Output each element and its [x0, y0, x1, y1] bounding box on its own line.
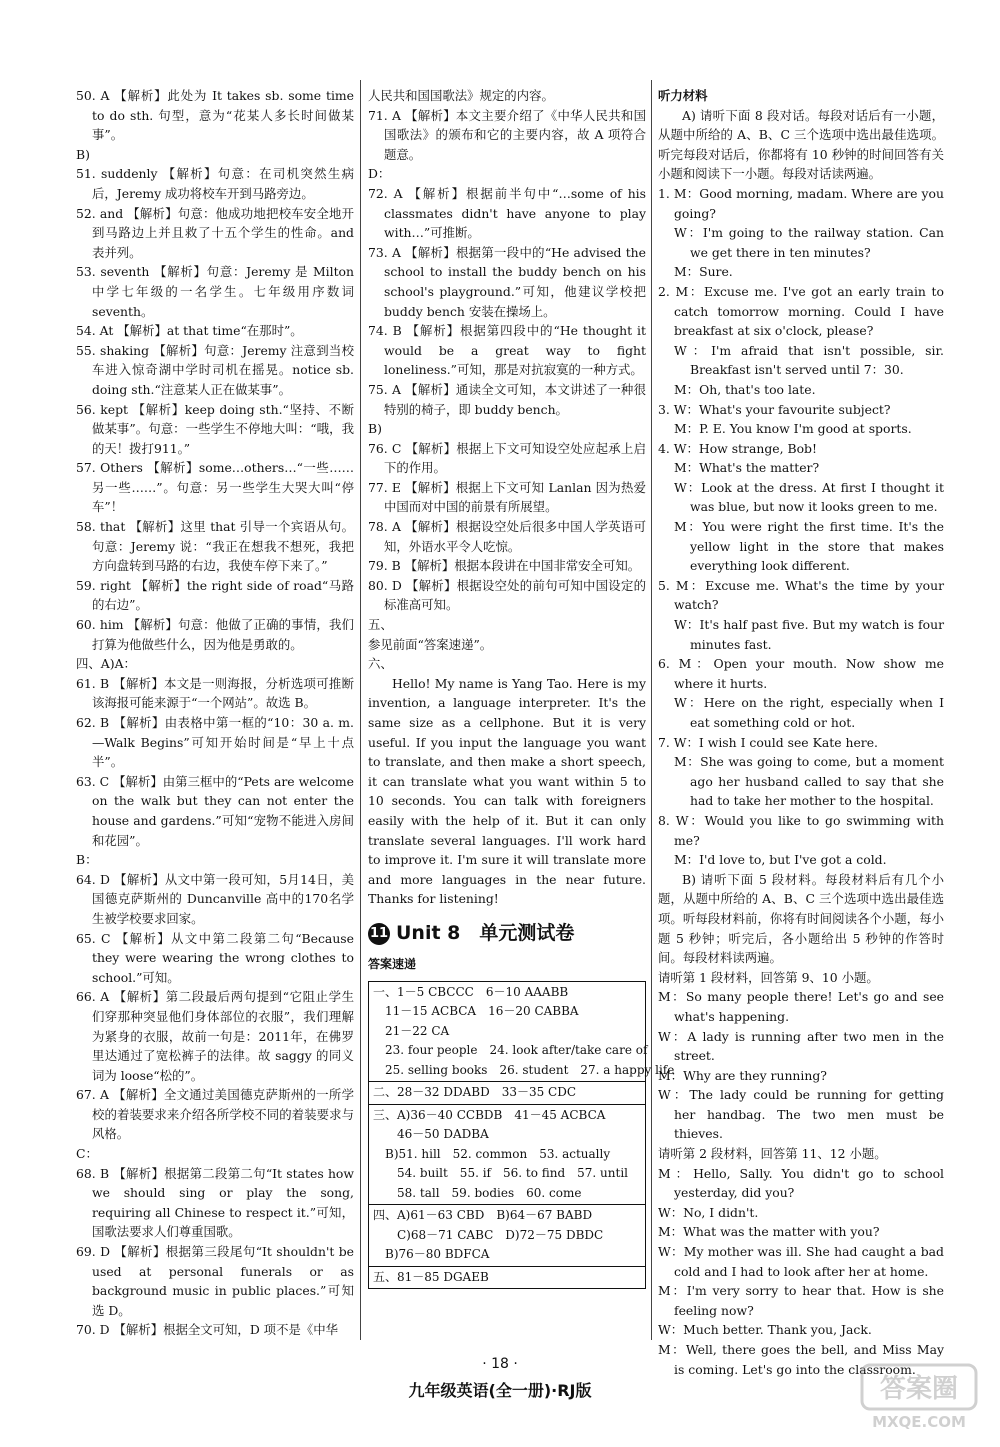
- listening-material-item: M：I'm very sorry to hear that. How is she feeling now?: [658, 1283, 944, 1318]
- answer-line: 一、1－5 CBCCC 6－10 AAABB: [373, 984, 569, 999]
- answer-line: C)68－71 CABC D)72－75 DBDC: [373, 1227, 604, 1242]
- middle-column-item: 74. B 【解析】根据第四段中的“He thought it would be a great way to fight loneliness.”可知，那是对抗寂寞的一种方式。: [368, 323, 646, 378]
- left-column-item: 52. and 【解析】句意：他成功地把校车安全地开到马路边上并且救了十五个学生的性命。and 表并列。: [76, 205, 354, 260]
- listening-material-item: M：I'd love to, but I've got a cold.: [674, 852, 887, 868]
- left-column-item: 60. him 【解析】句意：他做了正确的事情，我们打算为他做些什么，因为他是勇敢的。: [76, 617, 354, 652]
- answer-section: [369, 1204, 645, 1266]
- left-column-item: 67. A 【解析】全文通过美国德克萨斯州的一所学校的着装要求来介绍各所学校不同的着装要求与风格。: [76, 1087, 354, 1142]
- page-number: · 18 ·: [482, 1356, 518, 1372]
- watermark-text-cn: 答案圈: [879, 1374, 959, 1404]
- middle-column-item: 72. A 【解析】根据前半句中“…some of his classmates didn't have anyone to play with…”可推断。: [368, 185, 646, 241]
- answer-line: 四、A)61－63 CBD B)64－67 BABD: [373, 1208, 593, 1223]
- answer-section: [369, 1081, 645, 1104]
- left-column-item: 50. A 【解析】此处为 It takes sb. some time to do sth. 句型，意为“花某人多长时间做某事”。: [76, 88, 354, 143]
- answer-line: 五、81－85 DGAEB: [373, 1269, 489, 1284]
- listening-material-item: M：Oh, that's too late.: [674, 381, 816, 397]
- left-column-item: 61. B 【解析】本文是一则海报，分析选项可推断该海报可能来源于“一个网站”。故选 B。: [76, 675, 354, 711]
- middle-column-explanations: [368, 86, 646, 909]
- left-column-item: 56. kept 【解析】keep doing sth.“坚持、不断做某事”。句意：一些学生不停地大叫：“哦，我的天！拨打911。”: [76, 401, 354, 456]
- listening-material-item: B) 请听下面 5 段材料。每段材料后有几个小题，从题中所给的 A、B、C 三个选项中选出最佳选项。听每段材料前，你将有时间阅读各个小题，每小题 5 秒钟；听完后，各小题给出 5 秒钟的作答时间。每段材料读两遍。: [658, 871, 944, 966]
- answer-line: 21－22 CA: [373, 1023, 450, 1038]
- listening-material-item: 5. M：Excuse me. What's the time by your watch?: [658, 577, 944, 613]
- answer-section: [369, 1104, 645, 1205]
- listening-material-item: 6. M：Open your mouth. Now show me where it hurts.: [658, 656, 944, 691]
- listening-material-item: 4. W：How strange, Bob!: [658, 440, 817, 456]
- middle-column-item: B): [368, 421, 382, 437]
- left-column-item: B): [76, 146, 90, 162]
- left-column-item: 69. D 【解析】根据第三段尾句“It shouldn't be used at personal funerals or as background music in public places.”可知选 D。: [76, 1244, 354, 1318]
- answer-line: 23. four people 24. look after/take care of: [373, 1043, 648, 1058]
- middle-column-item: 78. A 【解析】根据设空处后很多中国人学英语可知，外语水平令人吃惊。: [368, 519, 646, 554]
- left-column-item: B：: [76, 852, 98, 868]
- answer-line: 11－15 ACBCA 16－20 CABBA: [373, 1004, 579, 1019]
- middle-column-item: 人民共和国国歌法》规定的内容。: [368, 88, 554, 103]
- middle-column-item: 参见前面“答案速递”。: [368, 636, 493, 652]
- left-column-item: 四、A)A：: [76, 656, 136, 672]
- middle-column-item: 79. B 【解析】根据本段讲在中国非常安全可知。: [368, 558, 641, 574]
- answer-line: B)76－80 BDFCA: [373, 1247, 490, 1262]
- listening-material-item: M：Why are they running?: [658, 1067, 827, 1083]
- answer-line: B)51. hill 52. common 53. actually: [373, 1146, 611, 1161]
- watermark-text-url: MXQE.COM: [872, 1413, 966, 1431]
- answer-line: 二、28－32 DDABD 33－35 CDC: [373, 1085, 577, 1100]
- answer-line: 三、A)36－40 CCBDB 41－45 ACBCA: [373, 1107, 606, 1122]
- middle-column-item: 76. C 【解析】根据上下文可知设空处应起承上启下的作用。: [368, 440, 646, 476]
- listening-material-item: M：Well, there goes the bell, and Miss May is coming. Let's go into the classroom.: [658, 1342, 944, 1377]
- left-column-item: 58. that 【解析】这里 that 引导一个宾语从句。句意：Jeremy 说：“我正在想我不想死，我把方向盘转到马路的右边，我使车停下来了。”: [76, 519, 354, 574]
- listening-material-item: M：What's the matter?: [674, 460, 820, 476]
- listening-material-item: 听力材料: [658, 88, 708, 103]
- answer-section: [369, 982, 675, 1082]
- listening-material-item: W：Here on the right, especially when I eat something cold or hot.: [674, 695, 944, 730]
- listening-material-item: W：Look at the dress. At first I thought it was blue, but now it looks green to me.: [674, 479, 944, 515]
- left-column-item: 51. suddenly 【解析】句意：在司机突然生病后，Jeremy 成功将校车开到马路旁边。: [76, 166, 354, 201]
- listening-material-item: W：A lady is running after two men in the street.: [658, 1028, 944, 1064]
- listening-material-item: M：P. E. You know I'm good at sports.: [674, 421, 912, 437]
- listening-material-item: M：So many people there! Let's go and see what's happening.: [658, 989, 944, 1024]
- listening-material-item: W：No, I didn't.: [658, 1204, 759, 1220]
- left-column: [76, 86, 354, 1340]
- right-column: [658, 86, 944, 1379]
- left-column-item: 53. seventh 【解析】句意：Jeremy 是 Milton 中学七年级的一名学生。七年级用序数词 seventh。: [76, 264, 354, 319]
- listening-material-item: 7. W：I wish I could see Kate here.: [658, 734, 878, 750]
- listening-material-item: M：Hello, Sally. You didn't go to school yesterday, did you?: [658, 1165, 944, 1201]
- listening-material-item: 3. W：What's your favourite subject?: [658, 401, 891, 417]
- listening-material-item: 2. M：Excuse me. I've got an early train to catch tomorrow morning. Could I have breakfast at six o'clock, please?: [658, 283, 944, 339]
- answer-key-box: [368, 981, 675, 1290]
- answer-line: 46－50 DADBA: [373, 1127, 489, 1142]
- listening-material-item: W：Much better. Thank you, Jack.: [658, 1322, 872, 1338]
- listening-material-item: W：My mother was ill. She had caught a bad cold and I had to look after her at home.: [658, 1244, 944, 1279]
- listening-material-item: 8. W：Would you like to go swimming with me?: [658, 812, 944, 848]
- answer-section: [369, 1266, 645, 1289]
- middle-column-item: Hello! My name is Yang Tao. Here is my invention, a language interpreter. It's the same size as a cellphone. But it is very useful. If you input the language you want to translate, and then make a short speech, it can translate what you want within 5 to 10 seconds. You can talk with foreigners easily with the help of it. But it can only translate several languages. I'll work hard to improve it. I'm sure it will translate more and more languages in the near future. Thanks for listening!: [368, 675, 646, 907]
- left-column-item: 57. Others 【解析】some…others…“一些……另一些……”。句意：另一些学生大哭大叫“停车”！: [76, 460, 354, 515]
- unit-title: Unit 8 单元测试卷: [396, 922, 575, 945]
- left-column-item: 54. At 【解析】at that time“在那时”。: [76, 323, 303, 339]
- listening-material-item: W：I'm afraid that isn't possible, sir. Breakfast isn't served until 7：30.: [674, 342, 944, 378]
- left-column-item: 64. D 【解析】从文中第一段可知，5月14日，美国德克萨斯州的 Duncanville 高中的170名学生被学校要求回家。: [76, 871, 354, 926]
- left-column-item: 62. B 【解析】由表格中第一框的“10：30 a. m. —Walk Begins”可知开始时间是“早上十点半”。: [76, 715, 354, 770]
- middle-column-item: 75. A 【解析】通读全文可知，本文讲述了一种很特别的椅子，即 buddy bench。: [368, 381, 646, 417]
- book-title: 九年级英语(全一册)·RJ版: [408, 1381, 592, 1400]
- middle-column-item: 73. A 【解析】根据第一段中的“He advised the school to install the buddy bench on his school's playground.”可知，他建议学校把 buddy bench 安装在操场上。: [368, 244, 646, 319]
- column-divider-left: [360, 80, 361, 1340]
- left-column-item: C：: [76, 1146, 98, 1162]
- listening-material-item: 请听第 1 段材料，回答第 9、10 小题。: [658, 969, 879, 985]
- listening-material-item: W：It's half past five. But my watch is four minutes fast.: [674, 617, 944, 652]
- answer-line: 54. built 55. if 56. to find 57. until: [373, 1166, 629, 1181]
- listening-material-item: M：She was going to come, but a moment ago her husband called to say that she had to take her mother to the hospital.: [674, 754, 944, 809]
- middle-column-item: 五、: [368, 617, 393, 633]
- listening-material-item: W：I'm going to the railway station. Can we get there in ten minutes?: [674, 225, 944, 260]
- listening-material-item: M：Sure.: [674, 264, 733, 280]
- listening-material-item: 1. M：Good morning, madam. Where are you going?: [658, 185, 944, 221]
- left-column-item: 55. shaking 【解析】句意：Jeremy 注意到当校车进入惊奇湖中学时司机在摇晃。notice sb. doing sth.“注意某人正在做某事”。: [76, 342, 354, 397]
- middle-column-item: 71. A 【解析】本文主要介绍了《中华人民共和国国歌法》的颁布和它的主要内容，故 A 项符合题意。: [368, 107, 646, 162]
- middle-column-item: D：: [368, 166, 391, 182]
- unit-number-badge: 11: [368, 923, 390, 945]
- middle-column-item: 80. D 【解析】根据设空处的前句可知中国设定的标准高可知。: [368, 577, 646, 613]
- listening-material-item: A) 请听下面 8 段对话。每段对话后有一小题，从题中所给的 A、B、C 三个选项中选出最佳选项。听完每段对话后，你都将有 10 秒钟的时间回答有关小题和阅读下一小题。每段对话读两遍。: [658, 107, 944, 182]
- watermark-logo: [860, 1363, 978, 1433]
- left-column-item: 63. C 【解析】由第三框中的“Pets are welcome on the walk but they can not enter the house and gardens.”可知“宠物不能进入房间和花园”。: [76, 773, 354, 848]
- left-column-item: 70. D 【解析】根据全文可知，D 项不是《中华: [76, 1322, 339, 1338]
- middle-column: [368, 86, 675, 1289]
- left-column-item: 66. A 【解析】第二段最后两句提到“它阻止学生们穿那种突显他们身体部位的衣服”，我们理解为紧身的衣服，故前一句是：2011年，在佛罗里达通过了宽松裤子的法律。故 saggy 的同义词为 loose“松的”。: [76, 989, 354, 1083]
- listening-material-item: M：What was the matter with you?: [658, 1224, 880, 1240]
- middle-column-item: 六、: [368, 656, 393, 672]
- listening-material-item: M：You were right the first time. It's the yellow light in the store that makes everything look different.: [674, 519, 944, 574]
- middle-column-item: 77. E 【解析】根据上下文可知 Lanlan 因为热爱中国而对中国的前景有所展望。: [368, 479, 646, 515]
- listening-material-item: W：The lady could be running for getting her handbag. The two men must be thieves.: [658, 1087, 944, 1142]
- left-column-item: 59. right 【解析】the right side of road“马路的右边”。: [76, 577, 354, 613]
- listening-material-item: 请听第 2 段材料，回答第 11、12 小题。: [658, 1146, 887, 1162]
- left-column-item: 65. C 【解析】从文中第二段第二句“Because they were wearing the wrong clothes to school.”可知。: [76, 930, 354, 985]
- unit-heading: [368, 923, 646, 945]
- left-column-item: 68. B 【解析】根据第二段第二句“It states how we should sing or play the song, requiring all Chinese to respect it.”可知，国歌法要求人们尊重国歌。: [76, 1165, 354, 1240]
- answer-key-heading: 答案速递: [368, 956, 417, 971]
- answer-line: 58. tall 59. bodies 60. come: [373, 1185, 582, 1200]
- answer-line: 25. selling books 26. student 27. a happy life: [373, 1062, 675, 1077]
- column-divider-right: [651, 80, 652, 1340]
